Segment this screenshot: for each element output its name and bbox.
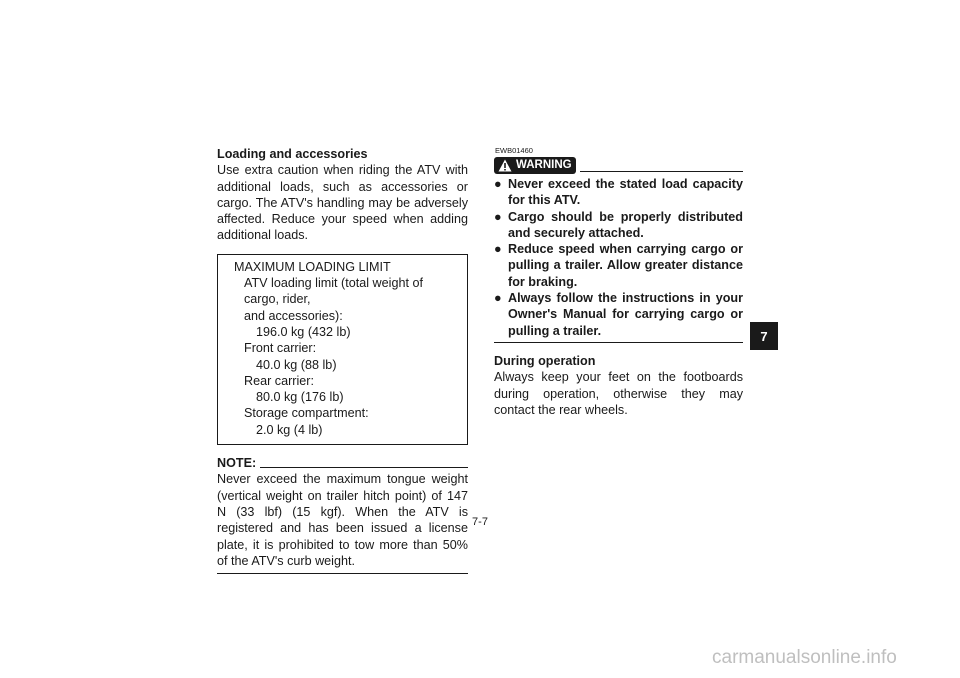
limit-front-value: 40.0 kg (88 lb) [256,357,337,372]
warning-item: ● Cargo should be properly distributed and securely attached. [494,209,743,240]
limit-rear-label: Rear carrier: [244,373,314,388]
note-label: NOTE: [217,456,257,471]
right-column [494,146,743,418]
warning-item: ● Always follow the instructions in your Owner's Manual for carrying cargo or pulling a trailer. [494,291,743,338]
note-rule [260,467,468,468]
left-column [217,146,468,574]
note-header [217,455,468,471]
warning-rule [580,171,743,172]
limit-atv-value: 196.0 kg (432 lb) [256,324,351,339]
note-text: Never exceed the maximum tongue weight (vertical weight on trailer hitch point) of 147 N (33 lbf) (15 kgf). When the ATV is registered and has been issued a license plate, it is prohibited to tow more than 50% of the ATV's curb weight. [217,472,468,568]
limit-rear-value: 80.0 kg (176 lb) [256,390,344,405]
warning-item: ● Reduce speed when carrying cargo or pulling a trailer. Allow greater distance for braking. [494,242,743,289]
section-heading-loading: Loading and accessories [217,147,368,161]
limit-storage-label: Storage compartment: [244,406,369,421]
limit-front-label: Front carrier: [244,341,317,356]
max-loading-limit-box [217,254,468,445]
limit-box-title: MAXIMUM LOADING LIMIT [234,259,391,274]
bullet-icon: ● [494,177,502,191]
warning-code: EWB01460 [495,146,533,155]
warning-triangle-icon [498,159,512,172]
watermark: carmanualsonline.info [712,647,897,668]
note-end-rule [217,573,468,574]
section-heading-operation: During operation [494,353,596,368]
chapter-tab: 7 [750,322,778,350]
operation-paragraph: Always keep your feet on the footboards during operation, otherwise they may contact the rear wheels. [494,370,743,417]
warning-label: WARNING [516,159,572,171]
loading-intro-paragraph: Use extra caution when riding the ATV with additional loads, such as accessories or cargo. The ATV's handling may be adversely affected. Reduce your speed when adding additional loads. [217,163,468,243]
bullet-icon: ● [494,291,502,306]
limit-atv-label: ATV loading limit (total weight of cargo, rider, [244,276,423,307]
warning-header [494,157,743,174]
bullet-icon: ● [494,209,502,224]
warning-list [494,176,743,339]
warning-end-rule [494,342,743,343]
limit-atv-label-cont: and accessories): [244,308,343,323]
limit-storage-value: 2.0 kg (4 lb) [256,422,323,437]
warning-item: ● Never exceed the stated load capacity for this ATV. [494,177,743,208]
page-number: 7-7 [472,516,488,528]
warning-badge [494,157,576,174]
bullet-icon: ● [494,242,502,257]
